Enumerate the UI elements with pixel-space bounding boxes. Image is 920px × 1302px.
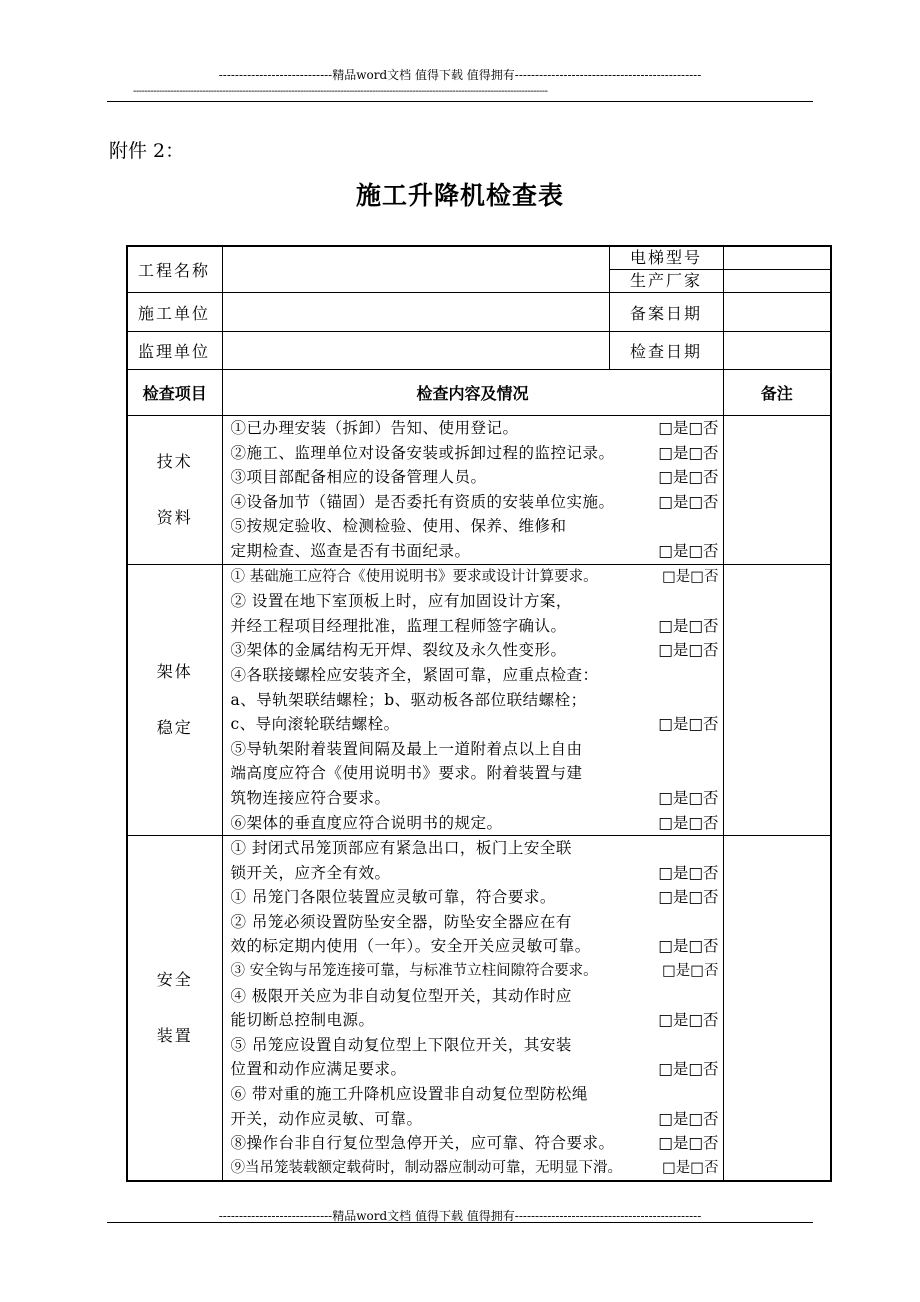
check-item-text: ① 吊笼门各限位装置应灵敏可靠，符合要求。	[230, 888, 556, 907]
supervision-unit-field	[222, 332, 609, 370]
check-item-line	[231, 1156, 719, 1181]
yes-no-checkbox[interactable]: □是□否	[662, 568, 719, 585]
yes-no-checkbox[interactable]: □是□否	[658, 492, 719, 511]
check-item-line	[231, 861, 719, 886]
check-item-line	[231, 1131, 719, 1156]
inspection-date-field	[723, 332, 831, 370]
check-item-line	[231, 811, 719, 836]
check-item-text: ④各联接螺栓应安装齐全，紧固可靠，应重点检查：	[230, 665, 599, 684]
category-label: 架体	[156, 661, 193, 681]
check-item-line	[231, 465, 719, 490]
construction-unit-label: 施工单位	[127, 293, 222, 332]
category-label: 稳定	[156, 717, 193, 737]
elevator-model-label: 电梯型号	[610, 247, 723, 270]
category-label: 技术	[156, 451, 193, 471]
check-item-text: 定期检查、巡查是否有书面纪录。	[230, 541, 471, 560]
check-item-text: ⑤ 吊笼应设置自动复位型上下限位开关，其安装	[230, 1035, 572, 1054]
yes-no-checkbox[interactable]: □是□否	[658, 863, 719, 882]
check-item-text: 锁开关，应齐全有效。	[230, 863, 391, 882]
footer-rule	[107, 1222, 813, 1223]
record-date-label: 备案日期	[609, 293, 723, 332]
check-item-line	[231, 786, 719, 811]
section-row-technical	[127, 416, 831, 565]
header-rule	[107, 101, 813, 102]
project-name-label: 工程名称	[127, 246, 222, 293]
yes-no-checkbox[interactable]: □是□否	[658, 468, 719, 487]
check-item-text: 效的标定期内使用（一年）。安全开关应灵敏可靠。	[230, 937, 591, 956]
yes-no-checkbox[interactable]: □是□否	[658, 541, 719, 560]
check-item-line	[231, 836, 719, 861]
section-items	[222, 564, 723, 836]
record-date-field	[723, 293, 831, 332]
check-item-line	[231, 1057, 719, 1082]
check-item-text: c、导向滚轮联结螺栓。	[230, 715, 400, 734]
check-item-text: ② 吊笼必须设置防坠安全器，防坠安全器应在有	[230, 912, 572, 931]
check-item-text: 端高度应符合《使用说明书》要求。附着装置与建	[230, 764, 583, 783]
check-item-text: ⑤按规定验收、检测检验、使用、保养、维修和	[230, 517, 567, 536]
check-item-text: ⑧操作台非自行复位型急停开关，应可靠、符合要求。	[230, 1134, 615, 1153]
check-item-text: 并经工程项目经理批准，监理工程师签字确认。	[230, 616, 567, 635]
check-item-line	[231, 959, 719, 984]
manufacturer-label: 生产厂家	[629, 271, 702, 290]
yes-no-checkbox[interactable]: □是□否	[658, 616, 719, 635]
yes-no-checkbox[interactable]: □是□否	[658, 715, 719, 734]
yes-no-checkbox[interactable]: □是□否	[658, 813, 719, 832]
yes-no-checkbox[interactable]: □是□否	[658, 1060, 719, 1079]
remark-field	[723, 836, 831, 1182]
check-item-line	[231, 1008, 719, 1033]
check-item-line	[231, 984, 719, 1009]
check-item-text: ⑥ 带对重的施工升降机应设置非自动复位型防松绳	[230, 1085, 588, 1104]
attachment-label: 附件 2：	[109, 140, 185, 162]
category-cell	[127, 564, 222, 836]
yes-no-checkbox[interactable]: □是□否	[658, 1109, 719, 1128]
remark-field	[723, 416, 831, 565]
elevator-model-field	[724, 247, 831, 270]
header-banner: ----------------------------精品word文档 值得下载 值得拥有----------------------------------------------	[218, 68, 702, 82]
inspection-table	[126, 245, 832, 1182]
yes-no-checkbox[interactable]: □是□否	[658, 641, 719, 660]
yes-no-checkbox[interactable]: □是□否	[658, 937, 719, 956]
check-item-text: ③架体的金属结构无开焊、裂纹及永久性变形。	[230, 641, 567, 660]
check-item-text: ① 封闭式吊笼顶部应有紧急出口，板门上安全联	[230, 839, 572, 858]
check-item-text: ③项目部配备相应的设备管理人员。	[230, 468, 487, 487]
category-cell	[127, 416, 222, 565]
yes-no-checkbox[interactable]: □是□否	[658, 888, 719, 907]
check-item-line	[231, 761, 719, 786]
section-row-frame	[127, 564, 831, 836]
check-item-text: ⑤导轨架附着装置间隔及最上一道附着点以上自由	[230, 739, 583, 758]
check-item-text: 开关，动作应灵敏、可靠。	[230, 1109, 423, 1128]
check-item-text: ② 设置在地下室顶板上时，应有加固设计方案，	[230, 592, 572, 611]
yes-no-checkbox[interactable]: □是□否	[658, 419, 719, 437]
manufacturer-field	[724, 270, 831, 292]
check-item-text: 能切断总控制电源。	[230, 1011, 375, 1030]
supervision-unit-label: 监理单位	[127, 332, 222, 370]
page-title: 施工升降机检查表	[355, 181, 564, 210]
check-item-line	[231, 663, 719, 688]
check-item-text: ⑨当吊笼装载额定载荷时，制动器应制动可靠，无明显下滑。	[230, 1159, 622, 1176]
check-item-line	[231, 565, 719, 590]
column-header-remark: 备注	[723, 370, 831, 416]
category-label: 装置	[156, 1026, 193, 1046]
check-item-line	[231, 416, 719, 441]
yes-no-checkbox[interactable]: □是□否	[662, 963, 719, 980]
yes-no-checkbox[interactable]: □是□否	[658, 443, 719, 462]
project-name-field	[222, 246, 609, 293]
check-item-line	[231, 1033, 719, 1058]
remark-field	[723, 564, 831, 836]
category-label: 资料	[156, 507, 193, 527]
check-item-text: ① 基础施工应符合《使用说明书》要求或设计计算要求。	[230, 568, 598, 585]
category-label: 安全	[156, 970, 193, 990]
column-header-item: 检查项目	[127, 370, 222, 416]
check-item-text: a、导轨架联结螺栓；b、驱动板各部位联结螺栓；	[230, 690, 587, 709]
check-item-line	[231, 910, 719, 935]
yes-no-checkbox[interactable]: □是□否	[658, 1011, 719, 1030]
check-item-text: ④ 极限开关应为非自动复位型开关，其动作时应	[230, 986, 572, 1005]
check-item-line	[231, 441, 719, 466]
check-item-line	[231, 934, 719, 959]
check-item-line	[231, 885, 719, 910]
check-item-text: ②施工、监理单位对设备安装或拆卸过程的监控记录。	[230, 443, 615, 462]
category-cell	[127, 836, 222, 1182]
check-item-text: ⑥架体的垂直度应符合说明书的规定。	[230, 813, 503, 832]
check-item-line	[231, 688, 719, 713]
check-item-line	[231, 712, 719, 737]
check-item-line	[231, 539, 719, 564]
check-item-text: ③ 安全钩与吊笼连接可靠，与标准节立柱间隙符合要求。	[230, 963, 598, 980]
check-item-line	[231, 614, 719, 639]
yes-no-checkbox[interactable]: □是□否	[662, 1159, 719, 1176]
check-item-text: ④设备加节（锚固）是否委托有资质的安装单位实施。	[230, 492, 615, 511]
check-item-line	[231, 514, 719, 539]
check-item-line	[231, 589, 719, 614]
section-items	[222, 416, 723, 565]
check-item-text: ①已办理安装（拆卸）告知、使用登记。	[230, 419, 519, 437]
check-item-line	[231, 1107, 719, 1132]
check-item-text: 筑物连接应符合要求。	[230, 788, 391, 807]
yes-no-checkbox[interactable]: □是□否	[658, 788, 719, 807]
yes-no-checkbox[interactable]: □是□否	[658, 1134, 719, 1153]
check-item-line	[231, 737, 719, 762]
check-item-line	[231, 490, 719, 515]
inspection-date-label: 检查日期	[609, 332, 723, 370]
section-items	[222, 836, 723, 1182]
check-item-text: 位置和动作应满足要求。	[230, 1060, 407, 1079]
check-item-line	[231, 1082, 719, 1107]
construction-unit-field	[222, 293, 609, 332]
header-dash-line: ------------------------------------------------------------------------------------------------------------------------------------------------	[133, 86, 548, 97]
footer-banner: ----------------------------精品word文档 值得下载 值得拥有----------------------------------------------	[218, 1209, 702, 1223]
check-item-line	[231, 638, 719, 663]
column-header-content: 检查内容及情况	[222, 370, 723, 416]
section-row-safety	[127, 836, 831, 1182]
